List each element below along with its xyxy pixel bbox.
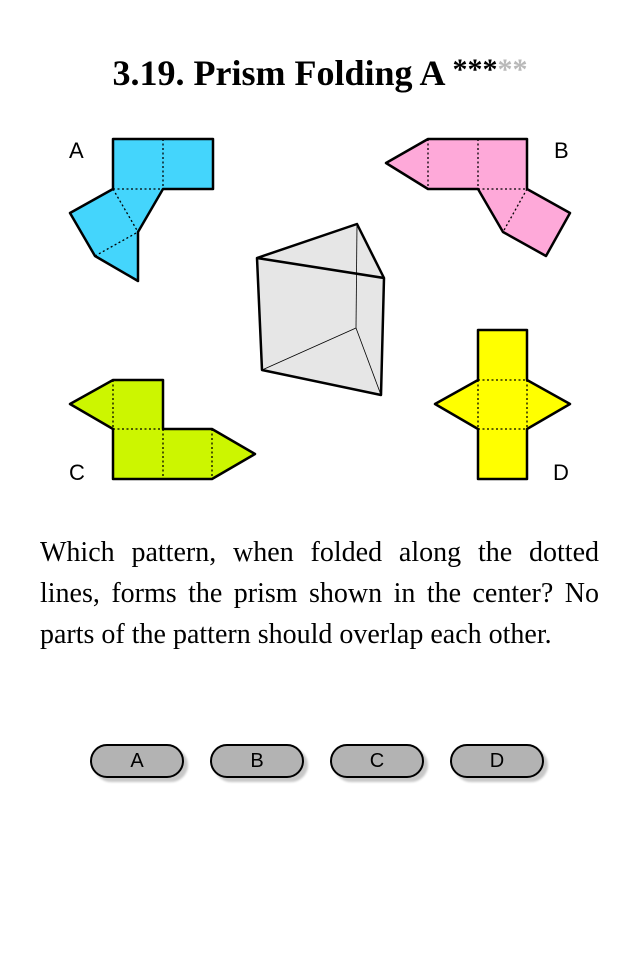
net-a — [70, 139, 213, 281]
puzzle-title — [0, 48, 640, 95]
net-a-label: A — [69, 138, 84, 163]
answer-b-button[interactable]: B — [210, 744, 304, 778]
answer-d-button[interactable]: D — [450, 744, 544, 778]
difficulty-stars-empty: ** — [497, 53, 528, 86]
difficulty-stars-filled: *** — [452, 53, 498, 86]
question-text: Which pattern, when folded along the dotted lines, forms the prism shown in the center? No parts of the pattern should overlap each other. — [40, 537, 599, 650]
net-c-label: C — [69, 460, 85, 485]
net-a-body — [70, 139, 213, 281]
prism-faces — [257, 224, 384, 395]
answer-buttons — [0, 744, 640, 794]
answer-c-button[interactable]: C — [330, 744, 424, 778]
title-text: 3.19. Prism Folding A — [112, 53, 453, 93]
net-b-body — [386, 139, 570, 256]
net-d — [435, 330, 570, 479]
prism-3d — [257, 224, 384, 395]
net-c — [70, 380, 255, 479]
net-d-body — [435, 330, 570, 479]
net-d-label: D — [553, 460, 569, 485]
answer-a-button[interactable]: A — [90, 744, 184, 778]
puzzle-figure — [0, 120, 640, 500]
net-b — [386, 139, 570, 256]
net-b-label: B — [554, 138, 569, 163]
